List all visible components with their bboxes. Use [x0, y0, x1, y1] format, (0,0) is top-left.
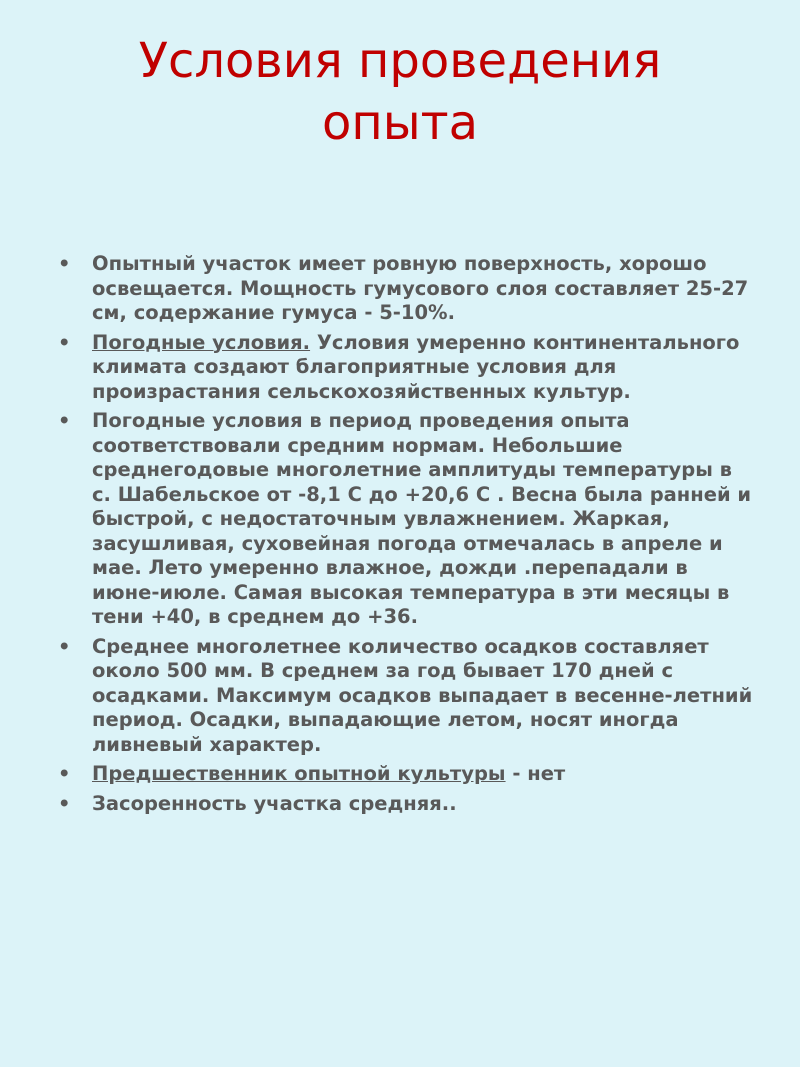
bullet-item-weed-infestation	[58, 792, 753, 817]
bullet-text: Среднее многолетнее количество осадков составляет около 500 мм. В среднем за год бывает 170 дней с осадками. Максимум осадков выпадает в весенне-летний период. Осадки, выпадающие летом, носят иногда ливневый характер.	[92, 634, 753, 756]
bullet-list	[58, 252, 753, 821]
slide-title-line-2: опыта	[321, 95, 479, 151]
bullet-item-precipitation	[58, 635, 753, 758]
slide-title	[40, 30, 760, 154]
bullet-icon: •	[58, 634, 71, 658]
bullet-text: Погодные условия в период проведения опыта соответствовали средним нормам. Небольшие среднегодовые многолетние амплитуды температуры в с. Шабельское от -8,1 С до +20,6 С . Весна была ранней и быстрой, с недостаточным увлажнением. Жаркая, засушливая, суховейная погода отмечалась в апреле и мае. Лето умеренно влажное, дожди .перепадали в июне-июле. Самая высокая температура в эти месяцы в тени +40, в среднем до +36.	[92, 409, 752, 628]
slide-title-line-1: Условия проведения	[138, 33, 662, 89]
bullet-underlined-heading: Предшественник опытной культуры	[92, 762, 506, 785]
bullet-icon: •	[58, 330, 71, 354]
bullet-text: Опытный участок имеет ровную поверхность, хорошо освещается. Мощность гумусового слоя составляет 25-27 см, содержание гумуса - 5-10%.	[92, 252, 749, 324]
bullet-item-weather-conditions	[58, 331, 753, 405]
bullet-item-predecessor-crop	[58, 762, 753, 787]
bullet-text: Условия умеренно континентального климата создают благоприятные условия для произрастания сельскохозяйственных культур.	[92, 330, 740, 403]
bullet-item-experiment-weather	[58, 409, 753, 630]
bullet-icon: •	[58, 762, 71, 785]
bullet-icon: •	[58, 252, 71, 275]
bullet-text: - нет	[505, 762, 566, 785]
bullet-text: Засоренность участка средняя..	[92, 791, 457, 815]
bullet-underlined-heading: Погодные условия.	[92, 330, 311, 354]
bullet-icon: •	[58, 409, 71, 432]
bullet-item-plot-description	[58, 252, 753, 326]
bullet-icon: •	[58, 791, 71, 815]
